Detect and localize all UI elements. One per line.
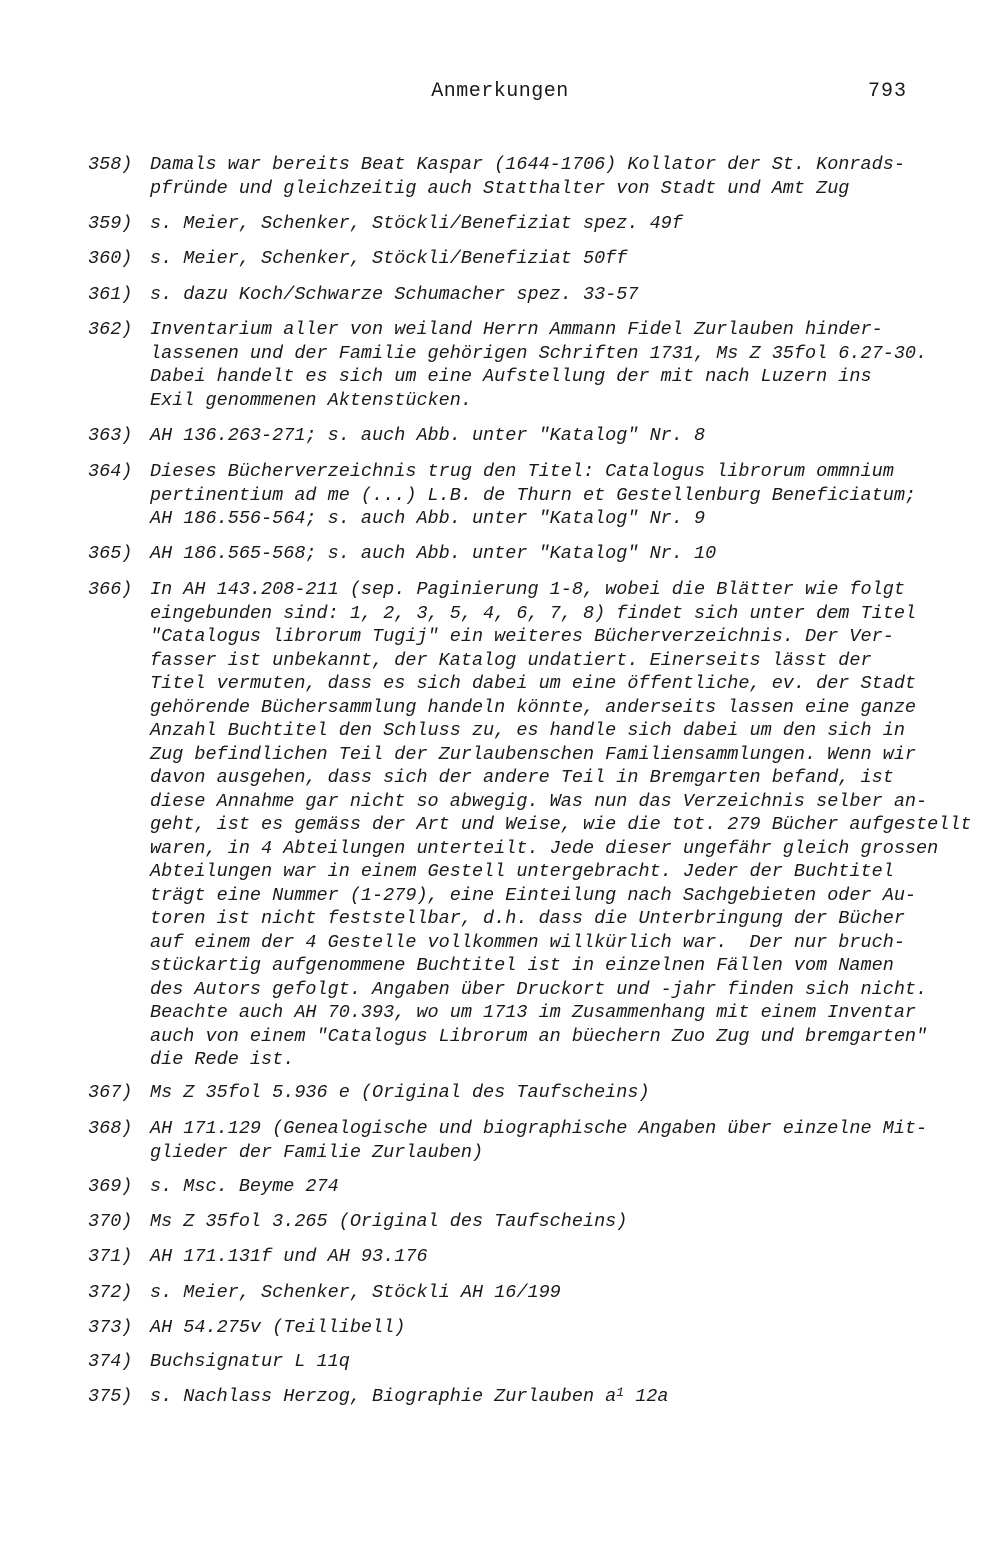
endnote-line-text: diese Annahme gar nicht so abwegig. Was nun das Verzeichnis selber an- [150,790,928,812]
endnote-line [150,507,980,531]
endnote-line-text: s. Nachlass Herzog, Biographie Zurlauben a [150,1386,617,1407]
endnote-line [150,318,980,342]
endnote-number: 370) [88,1211,133,1232]
endnote-line-text: pfründe und gleichzeitig auch Statthalter von Stadt und Amt Zug [150,177,850,199]
endnote-line [150,542,980,566]
endnote-number: 359) [88,213,133,234]
endnote-line [150,837,980,861]
endnote-line-text: Anzahl Buchtitel den Schluss zu, es handle sich dabei um den sich in [150,720,905,741]
endnote-line-text: lassenen und der Familie gehörigen Schriften 1731, Ms Z 35fol 6.27-30. [150,342,928,364]
endnote-text [150,283,980,307]
endnote-line-text: s. Meier, Schenker, Stöckli AH 16/199 [150,1282,561,1303]
endnote-number: 360) [88,248,133,269]
endnote-line [150,342,980,366]
endnote-line-text: gehörende Büchersammlung handeln könnte, anderseits lassen eine ganze [150,696,917,718]
endnote-text [150,1117,980,1164]
endnote-line [150,672,980,696]
endnote-line-text: pertinentium ad me (...) L.B. de Thurn et Gestellenburg Beneficiatum; [150,484,917,506]
endnote-line [150,978,980,1002]
endnote-line [150,860,980,884]
endnote-number: 374) [88,1351,133,1372]
endnote-number: 372) [88,1282,133,1303]
endnote-line [150,1281,980,1305]
endnote-text [150,1175,980,1199]
superscript: 1 [616,1385,625,1400]
endnote-line [150,1210,980,1234]
endnote-text [150,1316,980,1340]
endnote-line-text: Abteilungen war in einem Gestell untergebracht. Jeder der Buchtitel [150,861,894,882]
endnote-number: 367) [88,1082,133,1103]
endnote-line [150,1025,980,1049]
endnote-number: 369) [88,1176,133,1197]
endnote-line [150,424,980,448]
endnote-line [150,1048,980,1072]
endnote-line [150,365,980,389]
endnote-line-text: waren, in 4 Abteilungen unterteilt. Jede dieser ungefähr gleich grossen [150,837,939,859]
endnote-line [150,696,980,720]
endnote-text [150,212,980,236]
endnote-line [150,931,980,955]
endnote-line-text: s. Meier, Schenker, Stöckli/Benefiziat 50ff [150,248,628,269]
endnote-line [150,813,980,837]
endnote-text [150,1081,980,1105]
endnote-line-text: Buchsignatur L 11q [150,1351,350,1372]
endnote-line [150,1316,980,1340]
endnote-line-text: AH 171.131f und AH 93.176 [150,1246,428,1267]
endnote-line-text: geht, ist es gemäss der Art und Weise, wie die tot. 279 Bücher aufgestellt [150,814,972,835]
endnote-number: 373) [88,1317,133,1338]
endnote-line-text: AH 136.263-271; s. auch Abb. unter "Katalog" Nr. 8 [150,425,706,446]
endnote-line [150,283,980,307]
endnote-text [150,542,980,566]
endnote-line-text: Ms Z 35fol 5.936 e (Original des Taufscheins) [150,1082,650,1103]
endnote-number: 358) [88,154,133,175]
endnote-line-text: des Autors gefolgt. Angaben über Druckort und -jahr finden sich nicht. [150,978,928,1000]
endnote-text [150,247,980,271]
endnote-line-text: toren ist nicht feststellbar, d.h. dass die Unterbringung der Bücher [150,908,905,929]
endnote-number: 366) [88,579,133,600]
endnote-line [150,578,980,602]
endnote-line [150,743,980,767]
endnote-line-text: trägt eine Nummer (1-279), eine Einteilung nach Sachgebieten oder Au- [150,884,917,906]
endnote-line-text: stückartig aufgenommene Buchtitel ist in einzelnen Fällen vom Namen [150,955,894,976]
endnote-line [150,719,980,743]
endnote-line-text: "Catalogus librorum Tugij" ein weiteres Bücherverzeichnis. Der Ver- [150,626,894,647]
endnote-line-text: Damals war bereits Beat Kaspar (1644-1706) Kollator der St. Konrads- [150,154,905,175]
endnote-line-text: eingebunden sind: 1, 2, 3, 5, 4, 6, 7, 8) findet sich unter dem Titel [150,602,917,624]
endnote-line [150,790,980,814]
endnote-line [150,1081,980,1105]
endnote-line [150,954,980,978]
endnote-line-text: AH 186.565-568; s. auch Abb. unter "Katalog" Nr. 10 [150,543,717,564]
endnote-line [150,766,980,790]
endnote-line-text: Zug befindlichen Teil der Zurlaubenschen Familiensammlungen. Wenn wir [150,743,917,765]
endnote-number: 368) [88,1118,133,1139]
endnote-text [150,424,980,448]
endnote-number: 365) [88,543,133,564]
endnote-line [150,389,980,413]
endnote-line [150,460,980,484]
endnote-line [150,1175,980,1199]
page-title: Anmerkungen [431,80,569,103]
endnote-line-text: Dabei handelt es sich um eine Aufstellung der mit nach Luzern ins [150,366,872,387]
endnote-text [150,1210,980,1234]
endnote-line-text: s. dazu Koch/Schwarze Schumacher spez. 33-57 [150,284,639,305]
endnote-number: 362) [88,319,133,340]
endnote-line-text: AH 54.275v (Teillibell) [150,1317,406,1338]
endnote-line [150,1350,980,1374]
endnote-line [150,625,980,649]
endnote-line [150,1117,980,1141]
endnote-line [150,1141,980,1165]
endnote-line [150,884,980,908]
endnote-text [150,1281,980,1305]
endnote-number: 375) [88,1386,133,1407]
endnote-line [150,177,980,201]
page-number: 793 [868,80,908,103]
endnote-line-text: Titel vermuten, dass es sich dabei um eine öffentliche, ev. der Stadt [150,673,917,694]
endnote-line [150,602,980,626]
endnote-text [150,1245,980,1269]
endnote-text [150,460,980,531]
endnote-line [150,212,980,236]
endnote-line-text: AH 171.129 (Genealogische und biographische Angaben über einzelne Mit- [150,1118,928,1139]
endnote-line-text: s. Msc. Beyme 274 [150,1176,339,1197]
endnote-line-text: Ms Z 35fol 3.265 (Original des Taufscheins) [150,1211,628,1232]
endnote-line-text: Inventarium aller von weiland Herrn Ammann Fidel Zurlauben hinder- [150,319,883,340]
endnote-line-text: Beachte auch AH 70.393, wo um 1713 im Zusammenhang mit einem Inventar [150,1002,917,1023]
endnote-number: 364) [88,461,133,482]
endnote-line [150,247,980,271]
endnote-line-text: Dieses Bücherverzeichnis trug den Titel: Catalogus librorum ommnium [150,461,894,482]
endnote-line [150,907,980,931]
endnote-line-text: auch von einem "Catalogus Librorum an büechern Zuo Zug und bremgarten" [150,1025,928,1047]
endnote-line [150,153,980,177]
endnote-line-text: glieder der Familie Zurlauben) [150,1141,484,1163]
page-header [0,80,1000,110]
endnote-line-text: In AH 143.208-211 (sep. Paginierung 1-8, wobei die Blätter wie folgt [150,579,905,600]
endnote-line [150,649,980,673]
endnote-number: 363) [88,425,133,446]
endnote-text [150,318,980,412]
endnote-line-text: s. Meier, Schenker, Stöckli/Benefiziat spez. 49f [150,213,683,234]
endnote-line-text: AH 186.556-564; s. auch Abb. unter "Katalog" Nr. 9 [150,508,706,529]
endnote-line [150,1001,980,1025]
endnote-line-tail: 12a [624,1386,669,1407]
endnote-text [150,153,980,200]
endnote-line-text: Exil genommenen Aktenstücken. [150,389,472,411]
endnote-number: 371) [88,1246,133,1267]
endnote-line-text: auf einem der 4 Gestelle vollkommen willkürlich war. Der nur bruch- [150,931,905,953]
endnote-line-text: die Rede ist. [150,1049,295,1070]
endnote-text [150,578,980,1072]
endnote-text [150,1350,980,1374]
endnote-number: 361) [88,284,133,305]
endnote-line-text: fasser ist unbekannt, der Katalog undatiert. Einerseits lässt der [150,649,872,671]
endnote-line [150,484,980,508]
endnote-line-text: davon ausgehen, dass sich der andere Teil in Bremgarten befand, ist [150,767,894,788]
endnote-line [150,1385,980,1409]
endnote-text [150,1385,980,1409]
endnote-line [150,1245,980,1269]
